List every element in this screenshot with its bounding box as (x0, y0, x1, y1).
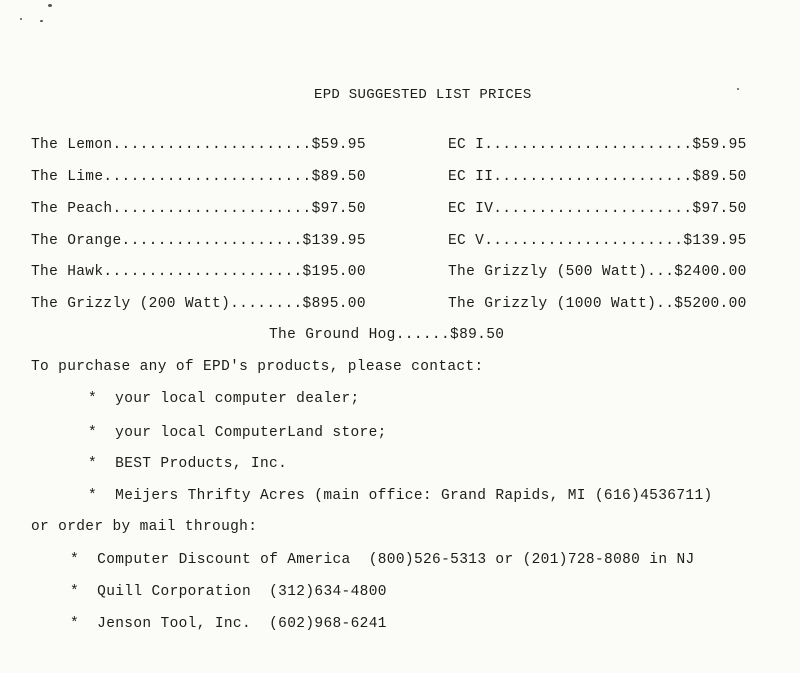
price-line: The Grizzly (1000 Watt)..$5200.00 (448, 296, 747, 312)
price-line: The Lime.......................$89.50 (31, 169, 366, 185)
contact-item: * your local ComputerLand store; (88, 425, 387, 441)
mail-order-item: * Jenson Tool, Inc. (602)968-6241 (70, 616, 387, 632)
contact-item: * Meijers Thrifty Acres (main office: Grand Rapids, MI (616)4536711) (88, 488, 713, 504)
mail-order-item: * Quill Corporation (312)634-4800 (70, 584, 387, 600)
price-line: EC I.......................$59.95 (448, 137, 747, 153)
contact-item: * BEST Products, Inc. (88, 456, 288, 472)
price-line: EC IV......................$97.50 (448, 201, 747, 217)
document-title: EPD SUGGESTED LIST PRICES (314, 87, 532, 103)
price-line: The Hawk......................$195.00 (31, 264, 366, 280)
mail-intro: or order by mail through: (31, 519, 258, 535)
price-line: The Grizzly (500 Watt)...$2400.00 (448, 264, 747, 280)
paper-speck (40, 20, 43, 22)
paper-speck (48, 4, 52, 7)
contact-item: * your local computer dealer; (88, 391, 360, 407)
price-line: The Grizzly (200 Watt)........$895.00 (31, 296, 366, 312)
price-line: EC V......................$139.95 (448, 233, 747, 249)
price-line: The Peach......................$97.50 (31, 201, 366, 217)
price-line: EC II......................$89.50 (448, 169, 747, 185)
price-line: The Orange....................$139.95 (31, 233, 366, 249)
paper-speck (737, 88, 739, 90)
mail-order-item: * Computer Discount of America (800)526-5313 or (201)728-8080 in NJ (70, 552, 695, 568)
price-line: The Lemon......................$59.95 (31, 137, 366, 153)
paper-speck (20, 18, 22, 20)
contact-intro: To purchase any of EPD's products, please contact: (31, 359, 484, 375)
center-price-line: The Ground Hog......$89.50 (269, 327, 505, 343)
